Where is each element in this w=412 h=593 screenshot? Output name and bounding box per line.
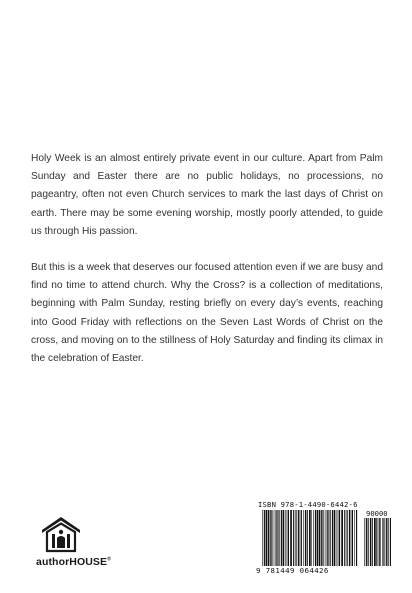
description-text xyxy=(31,150,383,386)
barcode-bar xyxy=(337,510,338,566)
barcode-bar xyxy=(283,510,285,566)
barcode-bar xyxy=(354,510,355,566)
barcode-bar xyxy=(295,510,296,566)
barcode-bar xyxy=(322,510,323,566)
barcode-bar xyxy=(270,510,271,566)
barcode-bar xyxy=(321,510,322,566)
barcode-bar xyxy=(368,518,369,566)
barcode-bar xyxy=(370,518,371,566)
barcode-bar xyxy=(303,510,304,566)
barcode-bar xyxy=(328,510,329,566)
barcode-bar xyxy=(307,510,308,566)
ean-digits: 9 781449 064426 xyxy=(256,566,329,575)
barcode-bar xyxy=(344,510,345,566)
isbn-label: ISBN 978-1-4490-6442-6 xyxy=(258,500,358,509)
barcode-bar xyxy=(276,510,277,566)
barcode-bar xyxy=(317,510,319,566)
authorhouse-logo-icon xyxy=(40,514,82,554)
barcode-bar xyxy=(352,510,353,566)
barcode-bar xyxy=(266,510,268,566)
barcode-bar xyxy=(380,518,381,566)
barcode-bar xyxy=(330,510,331,566)
barcode-bar xyxy=(278,510,279,566)
description-paragraph-1: Holy Week is an almost entirely private event in our culture. Apart from Palm Sunday and Easter there are no public holidays, no processions, no pageantry, often not even Church services to mark the last days of Christ on earth. There may be some evening worship, mostly poorly attended, to guide us through His passion. xyxy=(31,153,383,237)
barcode-bar xyxy=(300,510,301,566)
barcode-bar xyxy=(262,510,263,566)
barcode-bar xyxy=(315,510,316,566)
barcode-bar xyxy=(281,510,282,566)
barcode-bar xyxy=(376,518,377,566)
barcode-bar xyxy=(338,510,339,566)
barcode-bar xyxy=(313,510,314,566)
barcode-bar xyxy=(351,510,352,566)
barcode-bar xyxy=(366,518,367,566)
barcode-bar xyxy=(374,518,376,566)
barcode-bar xyxy=(325,510,326,566)
publisher-name: authorHOUSE® xyxy=(36,556,111,568)
ean-barcode-bars xyxy=(262,510,358,566)
barcode-bar xyxy=(285,510,286,566)
barcode-bar xyxy=(386,518,387,566)
barcode-bar xyxy=(274,510,275,566)
barcode-bar xyxy=(364,518,365,566)
price-code: 90000 xyxy=(366,509,388,518)
publisher-imprint xyxy=(36,514,116,574)
barcode-bar xyxy=(298,510,299,566)
barcode-bar xyxy=(287,510,288,566)
barcode-bar xyxy=(319,510,320,566)
barcode-bar xyxy=(379,518,380,566)
barcode-bar xyxy=(277,510,278,566)
barcode-bar xyxy=(271,510,272,566)
barcode-bar xyxy=(309,510,311,566)
addon-barcode-bars xyxy=(364,518,392,566)
barcode-bar xyxy=(341,510,343,566)
barcode-bar xyxy=(349,510,350,566)
barcode-bar xyxy=(264,510,265,566)
barcode-bar xyxy=(388,518,389,566)
barcode-bar xyxy=(372,518,373,566)
barcode-bar xyxy=(305,510,306,566)
barcode-bar xyxy=(356,510,357,566)
barcode-bar xyxy=(293,510,294,566)
barcode-bar xyxy=(390,518,391,566)
barcode-bar xyxy=(290,510,292,566)
barcode-bar xyxy=(382,518,383,566)
barcode-bar xyxy=(347,510,348,566)
barcode-bar xyxy=(288,510,289,566)
barcode-bar xyxy=(327,510,328,566)
barcode-bar xyxy=(301,510,302,566)
barcode-bar xyxy=(334,510,336,566)
barcode-bar xyxy=(339,510,340,566)
isbn-barcode xyxy=(256,500,392,578)
description-paragraph-2: But this is a week that deserves our focused attention even if we are busy and find no time to attend church. Why the Cross? is a collection of meditations, beginning with Palm Sunday, resting briefly on every day’s events, reaching into Good Friday with reflections on the Seven Last Words of Christ on the cross, and moving on to the stillness of Holy Saturday and finding its climax in the celebration of Easter. xyxy=(31,262,383,365)
barcode-bar xyxy=(383,518,384,566)
barcode-bar xyxy=(311,510,312,566)
barcode-bar xyxy=(332,510,333,566)
barcode-bar xyxy=(268,510,269,566)
